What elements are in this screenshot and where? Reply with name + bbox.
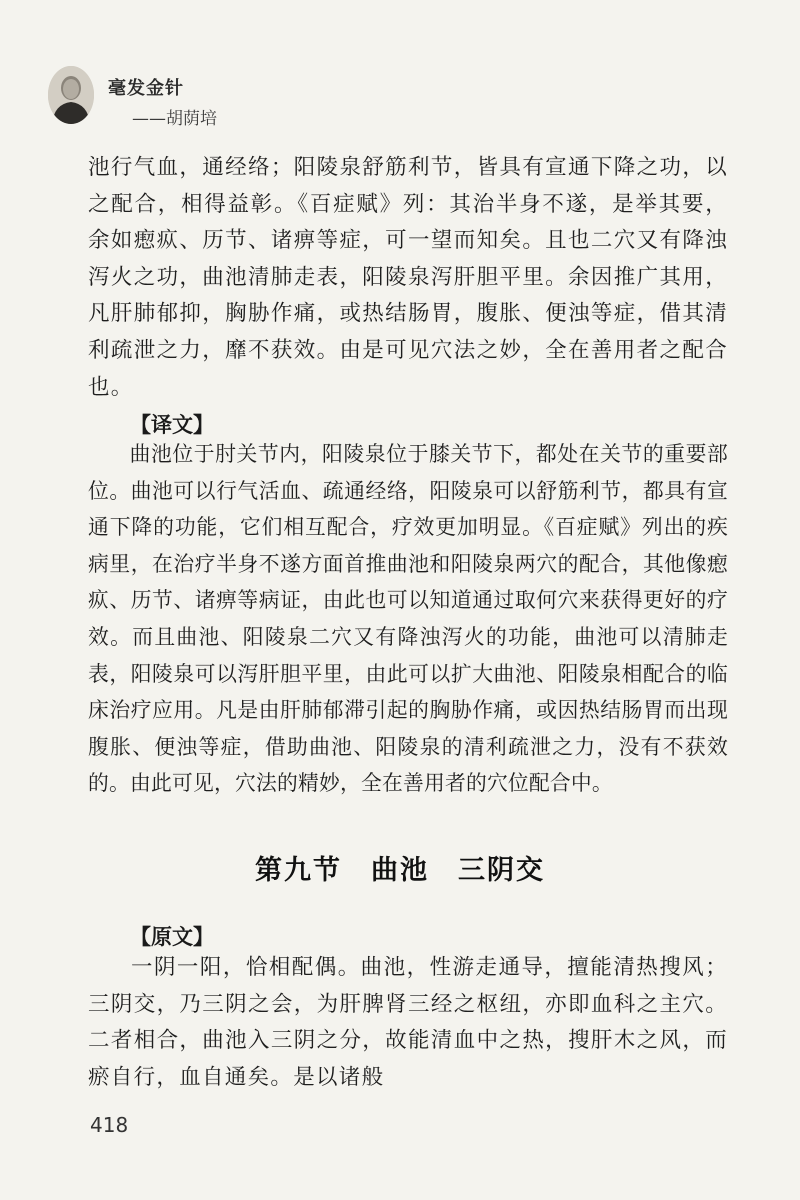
- original-text-paragraph: 一阴一阳，恰相配偶。曲池，性游走通导，擅能清热搜风；三阴交，乃三阴之会，为肝脾肾三经之枢纽，亦即血科之主穴。二者相合，曲池入三阴之分，故能清血中之热，搜肝木之风，而瘀自行，血自通矣。是以诸般: [88, 955, 728, 1090]
- original-text-label: 【原文】: [130, 925, 214, 949]
- page-number: 418: [90, 1113, 129, 1137]
- author-name: ——胡荫培: [132, 109, 217, 129]
- section-heading: 第九节 曲池 三阴交: [255, 855, 545, 886]
- book-series-title: 毫发金针: [108, 78, 184, 99]
- translation-label: 【译文】: [130, 413, 214, 437]
- author-portrait: [48, 66, 94, 124]
- original-text-continued: 池行气血，通经络；阳陵泉舒筋利节，皆具有宣通下降之功，以之配合，相得益彰。《百症赋》列：其治半身不遂，是举其要，余如瘛疭、历节、诸痹等症，可一望而知矣。且也二穴又有降浊泻火之功，曲池清肺走表，阳陵泉泻肝胆平里。余因推广其用，凡肝肺郁抑，胸胁作痛，或热结肠胃，腹胀、便浊等症，借其清利疏泄之力，靡不获效。由是可见穴法之妙，全在善用者之配合也。: [88, 155, 728, 400]
- translation-paragraph: 曲池位于肘关节内，阳陵泉位于膝关节下，都处在关节的重要部位。曲池可以行气活血、疏通经络，阳陵泉可以舒筋利节，都具有宣通下降的功能，它们相互配合，疗效更加明显。《百症赋》列出的疾病里，在治疗半身不遂方面首推曲池和阳陵泉两穴的配合，其他像瘛疭、历节、诸痹等病证，由此也可以知道通过取何穴来获得更好的疗效。而且曲池、阳陵泉二穴又有降浊泻火的功能，曲池可以清肺走表，阳陵泉可以泻肝胆平里，由此可以扩大曲池、阳陵泉相配合的临床治疗应用。凡是由肝肺郁滞引起的胸胁作痛，或因热结肠胃而出现腹胀、便浊等症，借助曲池、阳陵泉的清利疏泄之力，没有不获效的。由此可见，穴法的精妙，全在善用者的穴位配合中。: [88, 442, 728, 796]
